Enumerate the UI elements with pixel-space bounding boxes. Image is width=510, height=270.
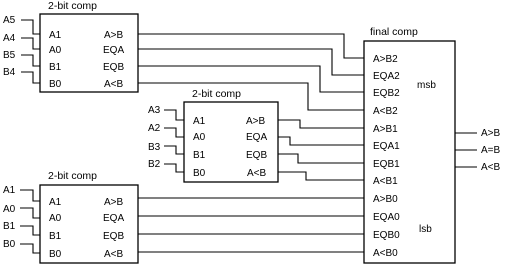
comp-top-block xyxy=(3,0,138,92)
comp-bot-block xyxy=(3,170,138,263)
comp-bot-title: 2-bit comp xyxy=(48,170,98,182)
comp-top-pin-altb: A<B xyxy=(104,79,124,90)
wire-b1 xyxy=(20,226,40,235)
comp-top-pin-b1: B1 xyxy=(49,62,62,73)
comp-top-input-b4: B4 xyxy=(3,67,16,78)
comp-mid-input-b2: B2 xyxy=(148,159,161,170)
final-pin-eqb2: EQB2 xyxy=(373,88,400,99)
wire-mid-agtb-seg xyxy=(278,120,364,128)
wire-top-eqb xyxy=(138,66,364,92)
comp-top-pin-a1: A1 xyxy=(49,30,62,41)
wire-mid-eqb xyxy=(278,154,364,163)
final-pin-agtb2: A>B2 xyxy=(373,54,398,65)
wire-a0 xyxy=(20,208,40,218)
comp-top-input-a4: A4 xyxy=(3,33,16,44)
final-output-altb: A<B xyxy=(481,162,501,173)
wire-top-eqa xyxy=(138,49,364,75)
comp-mid-pin-a0: A0 xyxy=(193,132,206,143)
comp-top-pin-agtb: A>B xyxy=(104,30,124,41)
comp-bot-pin-b1: B1 xyxy=(49,231,62,242)
wire-a3 xyxy=(164,110,184,120)
final-pin-eqa0: EQA0 xyxy=(373,212,400,223)
final-pin-eqb0: EQB0 xyxy=(373,230,400,241)
final-pin-eqb1: EQB1 xyxy=(373,159,400,170)
comp-top-title: 2-bit comp xyxy=(48,0,98,12)
comp-mid-pin-altb: A<B xyxy=(247,168,267,179)
wire-top-agtb xyxy=(138,34,364,58)
comp-mid-title: 2-bit comp xyxy=(192,88,242,100)
final-pin-agtb0: A>B0 xyxy=(373,194,398,205)
comp-mid-pin-eqb: EQB xyxy=(246,150,268,161)
wire-a4 xyxy=(21,38,40,49)
final-pin-altb1: A<B1 xyxy=(373,176,398,187)
final-lsb-label: lsb xyxy=(419,224,432,235)
comp-mid-pin-agtb: A>B xyxy=(246,116,266,127)
wire-b2 xyxy=(164,164,184,172)
comp-bot-pin-a0: A0 xyxy=(49,213,62,224)
comp-top-pin-a0: A0 xyxy=(49,45,62,56)
final-pin-agtb1: A>B1 xyxy=(373,124,398,135)
comp-bot-pin-agtb: A>B xyxy=(104,197,124,208)
comp-bot-pin-b0: B0 xyxy=(49,249,62,260)
wire-b4 xyxy=(21,72,40,83)
comp-mid-pin-b1: B1 xyxy=(193,150,206,161)
comp-mid-pin-b0: B0 xyxy=(193,168,206,179)
final-output-aeqb: A=B xyxy=(481,145,501,156)
wire-a5 xyxy=(21,20,40,34)
final-pin-eqa2: EQA2 xyxy=(373,71,400,82)
comp-mid-block xyxy=(148,88,278,182)
comp-top-pin-eqa: EQA xyxy=(103,45,125,56)
wire-top-altb xyxy=(138,83,364,110)
comp-bot-pin-altb: A<B xyxy=(104,249,124,260)
wire-mid-altb xyxy=(278,172,364,180)
comp-top-pin-eqb: EQB xyxy=(103,62,125,73)
comp-bot-input-a0: A0 xyxy=(3,204,16,215)
comp-bot-input-a1: A1 xyxy=(3,185,16,196)
final-pin-eqa1: EQA1 xyxy=(373,141,400,152)
wire-a1 xyxy=(20,190,40,201)
wire-b3 xyxy=(164,146,184,154)
comp-mid-pin-eqa: EQA xyxy=(246,132,268,143)
comp-mid-input-a3: A3 xyxy=(148,105,161,116)
comp-top-input-a5: A5 xyxy=(3,15,16,26)
interconnect xyxy=(138,34,364,252)
comp-bot-pin-eqb: EQB xyxy=(103,231,125,242)
wire-b0 xyxy=(20,244,40,253)
wire-a2 xyxy=(164,128,184,137)
wire-b5 xyxy=(21,55,40,66)
comp-bot-input-b0: B0 xyxy=(3,239,16,250)
comp-mid-input-b3: B3 xyxy=(148,142,161,153)
final-output-agtb: A>B xyxy=(481,128,501,139)
final-comp-title: final comp xyxy=(370,26,418,38)
final-pin-altb2: A<B2 xyxy=(373,106,398,117)
comp-mid-pin-a1: A1 xyxy=(193,116,206,127)
final-msb-label: msb xyxy=(417,80,436,91)
comp-mid-input-a2: A2 xyxy=(148,123,161,134)
comp-bot-input-b1: B1 xyxy=(3,221,16,232)
comp-top-pin-b0: B0 xyxy=(49,79,62,90)
final-comp-block xyxy=(364,26,501,263)
comp-bot-pin-eqa: EQA xyxy=(103,213,125,224)
final-pin-altb0: A<B0 xyxy=(373,248,398,259)
comp-bot-pin-a1: A1 xyxy=(49,197,62,208)
comp-top-input-b5: B5 xyxy=(3,50,16,61)
wire-mid-eqa xyxy=(278,137,364,145)
